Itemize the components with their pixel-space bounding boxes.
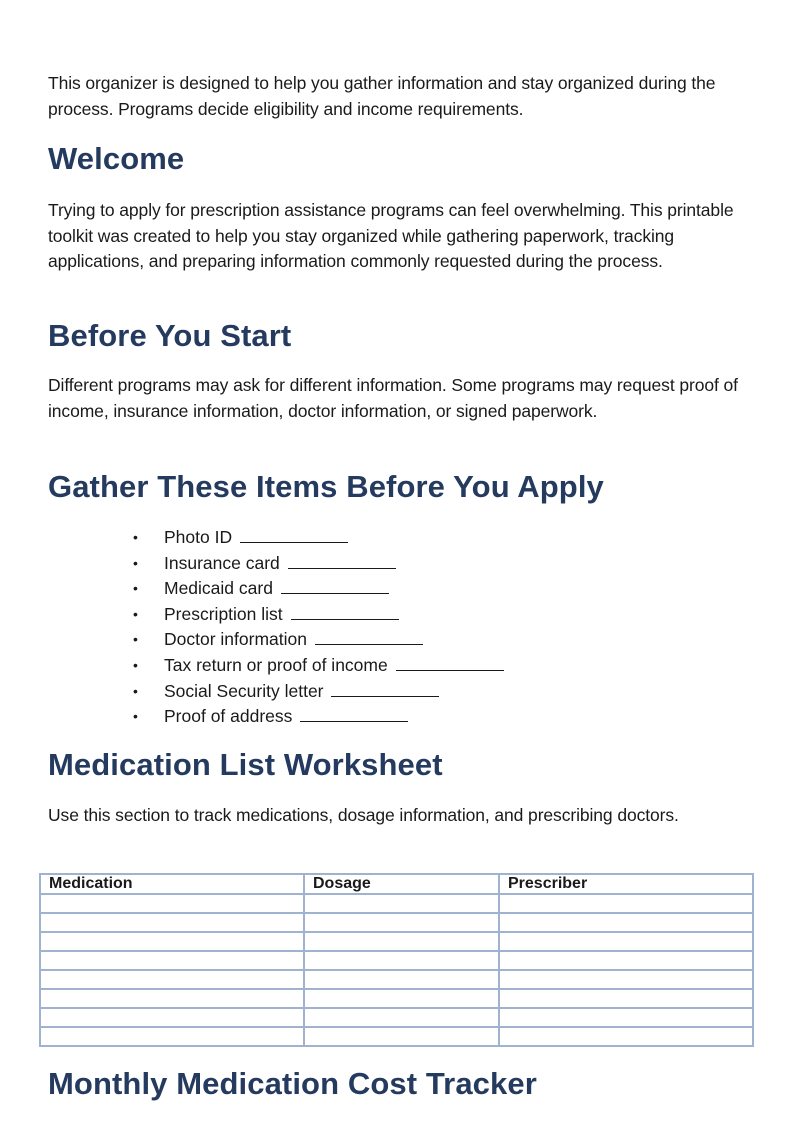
table-cell[interactable] [40,1027,304,1046]
fill-in-blank [291,602,399,620]
table-cell[interactable] [40,951,304,970]
checklist-item: • Tax return or proof of income [133,653,504,679]
table-cell[interactable] [304,1008,499,1027]
table-cell[interactable] [499,913,753,932]
table-cell[interactable] [40,894,304,913]
column-header-medication: Medication [40,874,304,894]
checklist-item: • Photo ID [133,525,504,551]
intro-paragraph: This organizer is designed to help you gather information and stay organized during the process. Programs decide eligibility and income requirements. [48,73,716,119]
bullet-icon: • [133,554,138,571]
checklist-item: • Prescription list [133,602,504,628]
table-cell[interactable] [40,913,304,932]
table-row [40,913,753,932]
bullet-icon: • [133,682,138,699]
table-cell[interactable] [304,951,499,970]
before-you-start-heading: Before You Start [48,318,292,353]
table-row [40,1008,753,1027]
table-cell[interactable] [40,970,304,989]
table-row [40,989,753,1008]
checklist-item: • Social Security letter [133,679,504,705]
fill-in-blank [315,627,423,645]
checklist-item: • Insurance card [133,551,504,577]
column-header-prescriber: Prescriber [499,874,753,894]
table-cell[interactable] [499,970,753,989]
table-row [40,894,753,913]
welcome-paragraph: Trying to apply for prescription assistance programs can feel overwhelming. This printable toolkit was created to help you stay organized while gathering paperwork, tracking applications, and preparing information commonly requested during the process. [48,200,734,271]
table-header-row [40,874,753,894]
checklist-item: • Proof of address [133,704,504,730]
fill-in-blank [240,525,348,543]
table-cell[interactable] [40,989,304,1008]
medication-list-heading: Medication List Worksheet [48,747,443,782]
gather-items-checklist [133,525,504,730]
table-cell[interactable] [499,932,753,951]
welcome-heading: Welcome [48,141,185,176]
table-row [40,970,753,989]
bullet-icon: • [133,708,138,725]
fill-in-blank [288,551,396,569]
checklist-item: • Medicaid card [133,576,504,602]
bullet-icon: • [133,580,138,597]
table-cell[interactable] [304,970,499,989]
before-you-start-paragraph: Different programs may ask for different information. Some programs may request proof of income, insurance information, doctor information, or signed paperwork. [48,375,738,421]
gather-items-heading: Gather These Items Before You Apply [48,469,604,504]
table-cell[interactable] [499,951,753,970]
table-cell[interactable] [40,1008,304,1027]
table-cell[interactable] [499,1008,753,1027]
fill-in-blank [396,653,504,671]
table-cell[interactable] [304,932,499,951]
fill-in-blank [281,576,389,594]
table-cell[interactable] [499,989,753,1008]
checklist-item: • Doctor information [133,627,504,653]
table-row [40,1027,753,1046]
table-row [40,932,753,951]
table-cell[interactable] [499,894,753,913]
column-header-dosage: Dosage [304,874,499,894]
medication-table [39,873,754,1047]
table-cell[interactable] [304,894,499,913]
medication-list-paragraph: Use this section to track medications, dosage information, and prescribing doctors. [48,805,679,825]
fill-in-blank [331,679,439,697]
table-cell[interactable] [304,989,499,1008]
table-cell[interactable] [304,1027,499,1046]
table-cell[interactable] [304,913,499,932]
table-cell[interactable] [40,932,304,951]
bullet-icon: • [133,529,138,545]
bullet-icon: • [133,631,138,648]
bullet-icon: • [133,656,138,673]
fill-in-blank [300,704,408,722]
cost-tracker-heading: Monthly Medication Cost Tracker [48,1066,537,1101]
bullet-icon: • [133,605,138,622]
table-row [40,951,753,970]
table-cell[interactable] [499,1027,753,1046]
